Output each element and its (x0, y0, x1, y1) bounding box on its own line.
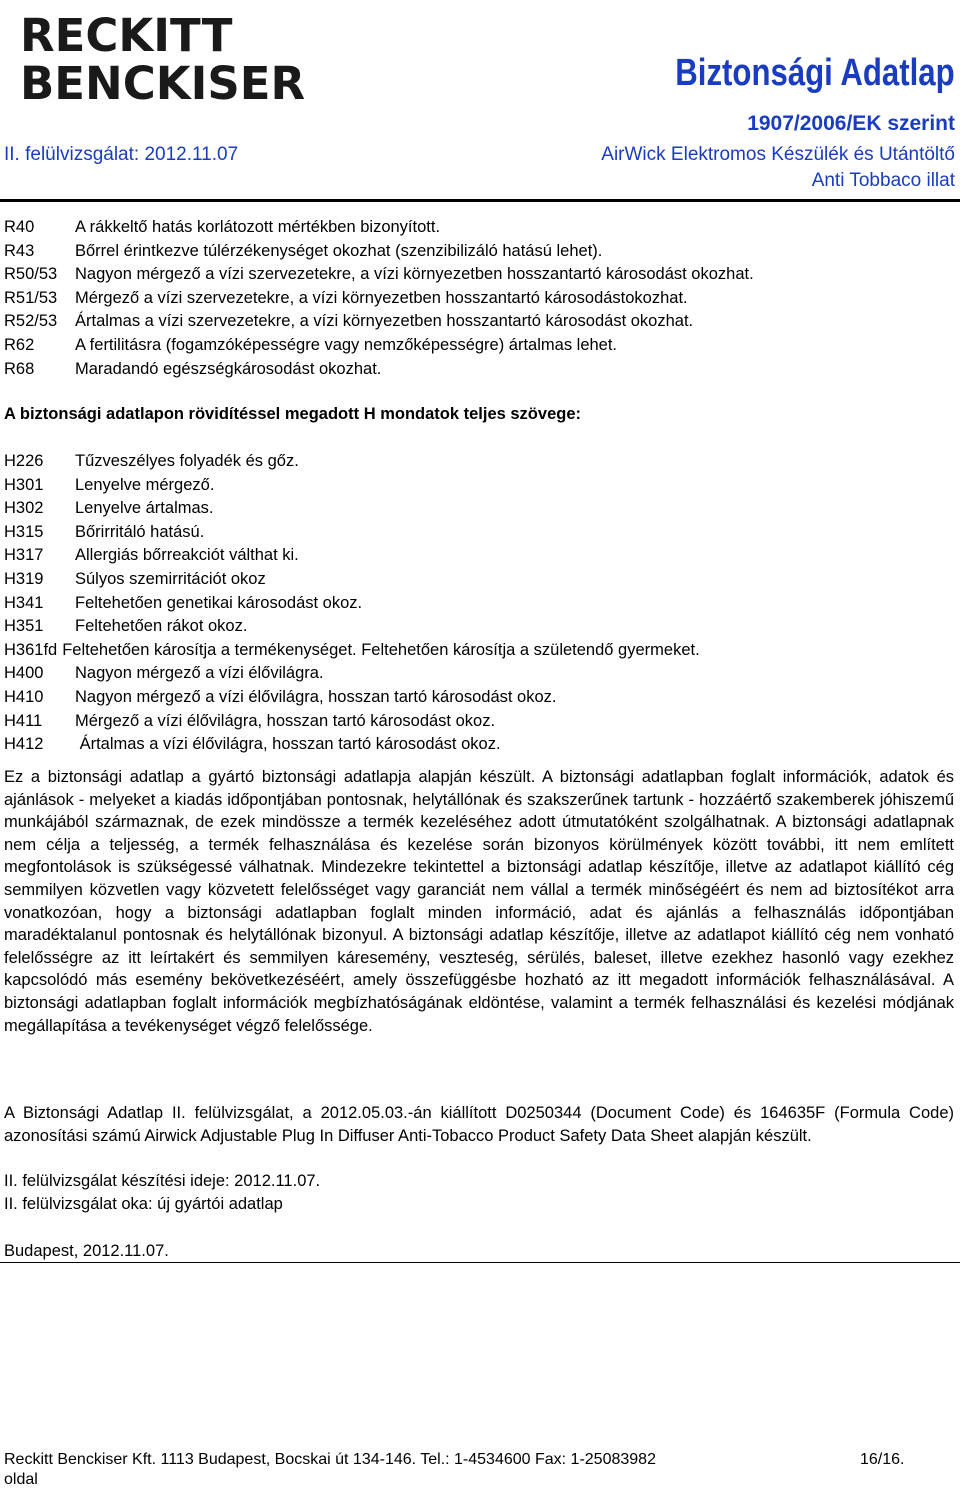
header-divider (0, 199, 960, 202)
phrase-code: H315 (4, 522, 44, 541)
place-and-date: Budapest, 2012.11.07. (4, 1242, 169, 1260)
h-phrase-row (4, 474, 954, 498)
phrase-code: R51/53 (4, 288, 58, 307)
phrase-text: Allergiás bőrreakciót válthat ki. (75, 546, 299, 565)
h-phrase-list (4, 450, 954, 757)
phrase-code: R40 (4, 218, 35, 236)
footer-page-word: oldal (4, 1471, 38, 1488)
phrase-text: Ártalmas a vízi szervezetekre, a vízi környezetben hosszantartó károsodást okozhat. (75, 312, 694, 331)
h-phrases-heading: A biztonsági adatlapon rövidítéssel megadott H mondatok teljes szövege: (4, 405, 581, 423)
phrase-text: Bőrirritáló hatású. (75, 522, 205, 541)
phrase-text: Feltehetően károsítja a termékenységet. Feltehetően károsítja a születendő gyermeket. (62, 640, 700, 659)
phrase-code: R62 (4, 335, 35, 354)
product-variant: Anti Tobbaco illat (811, 170, 955, 191)
h-phrase-row (4, 544, 954, 568)
prepared-date: II. felülvizsgálat készítési ideje: 2012.11.07. (4, 1172, 321, 1190)
regulation-label: 1907/2006/EK szerint (747, 112, 955, 135)
disclaimer-paragraph: Ez a biztonsági adatlap a gyártó biztonsági adatlapja alapján készült. A biztonsági adatlapban foglalt információk, adatok és ajánlások - melyeket a kiadás időpontjában pontosnak, helytállónak és szakszerűnek tartunk - hozzáértő szakemberek jóhiszemű munkájából származnak, de ezek mindössze a termék kezeléséhez adott útmutatóként szolgálhatnak. A biztonsági adatlapnak nem célja a teljesség, a termék felhasználása és kezelése során bizonyos körülmények között további, itt nem említett megfontolások is szükségessé válhatnak. Mindezekre tekintettel a biztonsági adatlap készítője, illetve az adatlapot kiállító cég semmilyen közvetlen vagy közvetett felelősséget vagy garanciát nem vállal a termék minőségéért és nem ad biztosítékot arra vonatkozóan, hogy a biztonsági adatlapban foglalt minden információ, adat és ajánlás a felhasználás időpontjában maradéktalanul pontosnak és helytállónak bizonyul. A biztonsági adatlap készítője, illetve az adatlapot kiállító cég nem vonható felelősségre az itt leírtakért és semmilyen káresemény, veszteség, sérülés, baleset, illetve ezekhez hasonló vagy ezekhez kapcsolódó más esemény bekövetkezéséért, amely összefüggésbe hozható az itt megadott információk felhasználásával. A biztonsági adatlapban foglalt információk megbízhatóságának eldöntése, valamint a termék felhasználási és kezelési módjának megállapítása a tevékenységet végző felelőssége. (4, 768, 954, 1035)
h-phrase-row (4, 450, 954, 474)
phrase-code: R52/53 (4, 312, 58, 331)
phrase-code: R43 (4, 241, 35, 260)
product-name: AirWick Elektromos Készülék és Utántöltő (601, 144, 955, 165)
r-phrase-row (4, 334, 954, 358)
phrase-text: Nagyon mérgező a vízi élővilágra. (75, 664, 324, 683)
phrase-text: Lenyelve ártalmas. (75, 499, 214, 518)
phrase-text: Lenyelve mérgező. (75, 475, 215, 494)
phrase-code: H302 (4, 499, 44, 518)
h-phrase-row (4, 497, 954, 521)
revision-label: II. felülvizsgálat: 2012.11.07 (4, 144, 239, 165)
phrase-text: Ártalmas a vízi élővilágra, hosszan tartó károsodást okoz. (75, 735, 501, 754)
phrase-code: H361fd (4, 640, 58, 659)
h-phrase-row (4, 592, 954, 616)
r-phrase-list (4, 216, 954, 381)
phrase-code: H317 (4, 546, 44, 565)
r-phrase-row (4, 216, 954, 240)
phrase-text: Mérgező a vízi élővilágra, hosszan tartó károsodást okoz. (75, 711, 496, 730)
phrase-text: A fertilitásra (fogamzóképességre vagy nemzőképességre) ártalmas lehet. (75, 335, 618, 354)
phrase-text: Nagyon mérgező a vízi szervezetekre, a vízi környezetben hosszantartó károsodást okozhat. (75, 265, 754, 284)
phrase-code: H341 (4, 593, 44, 612)
h-phrase-row (4, 710, 954, 734)
company-logo (20, 9, 306, 110)
phrase-text: Feltehetően genetikai károsodást okoz. (75, 593, 363, 612)
h-phrase-row (4, 568, 954, 592)
footer-company: Reckitt Benckiser Kft. 1113 Budapest, Bocskai út 134-146. Tel.: 1-4534600 Fax: 1-25083982 (4, 1451, 656, 1468)
phrase-code: H301 (4, 475, 44, 494)
revision-reason: II. felülvizsgálat oka: új gyártói adatlap (4, 1195, 283, 1213)
footer-page-number: 16/16. (860, 1451, 905, 1468)
phrase-text: Mérgező a vízi szervezetekre, a vízi környezetben hosszantartó károsodástokozhat. (75, 288, 688, 307)
phrase-code: H412 (4, 735, 44, 754)
phrase-code: H319 (4, 569, 44, 588)
phrase-code: H226 (4, 452, 44, 470)
h-phrase-row (4, 615, 954, 639)
phrase-code: R50/53 (4, 265, 58, 284)
h-phrase-row (4, 662, 954, 686)
phrase-code: H400 (4, 664, 44, 683)
phrase-text: Nagyon mérgező a vízi élővilágra, hosszan tartó károsodást okoz. (75, 687, 557, 706)
r-phrase-row (4, 358, 954, 382)
logo-line-benckiser: BENCKISER (20, 57, 306, 110)
r-phrase-row (4, 287, 954, 311)
phrase-text: Súlyos szemirritációt okoz (75, 569, 266, 588)
signature-divider (0, 1262, 960, 1263)
phrase-code: H410 (4, 687, 44, 706)
r-phrase-row (4, 240, 954, 264)
r-phrase-row (4, 310, 954, 334)
phrase-text: Maradandó egészségkárosodást okozhat. (75, 359, 382, 378)
h-phrase-row (4, 639, 954, 663)
h-phrase-row (4, 521, 954, 545)
logo-line-reckitt: RECKITT (20, 9, 233, 62)
phrase-text: Bőrrel érintkezve túlérzékenységet okozhat (szenzibilizáló hatású lehet). (75, 241, 603, 260)
source-note-paragraph: A Biztonsági Adatlap II. felülvizsgálat, a 2012.05.03.-án kiállított D0250344 (Document Code) és 164635F (Formula Code) azonosítási számú Airwick Adjustable Plug In Diffuser Anti-Tobacco Product Safety Data Sheet alapján készült. (4, 1104, 954, 1145)
phrase-code: R68 (4, 359, 35, 378)
phrase-code: H351 (4, 617, 44, 636)
document-title: Biztonsági Adatlap (675, 52, 955, 94)
r-phrase-row (4, 263, 954, 287)
phrase-text: Feltehetően rákot okoz. (75, 617, 248, 636)
phrase-code: H411 (4, 711, 43, 730)
h-phrase-row (4, 733, 954, 757)
phrase-text: A rákkeltő hatás korlátozott mértékben bizonyított. (75, 218, 441, 236)
phrase-text: Tűzveszélyes folyadék és gőz. (75, 452, 299, 470)
h-phrase-row (4, 686, 954, 710)
